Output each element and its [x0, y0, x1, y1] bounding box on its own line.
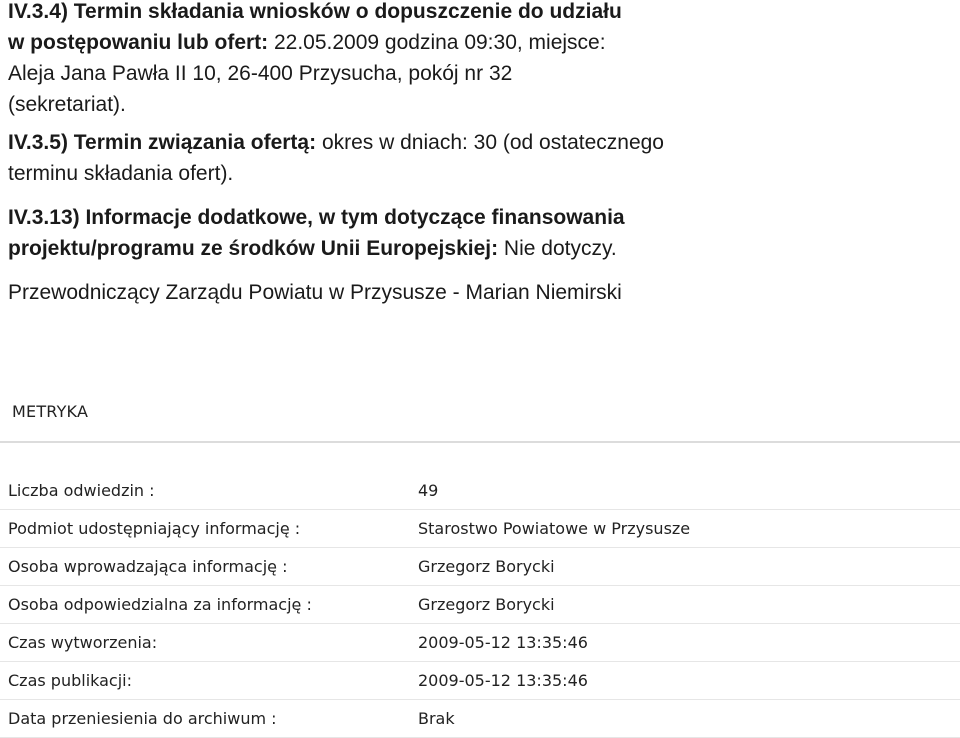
section-text: 22.05.2009 godzina 09:30, miejsce: Aleja Jana Pawła II 10, 26-400 Przysucha, pokój nr 32 (sekretariat). [8, 31, 606, 116]
row-value: Grzegorz Borycki [418, 595, 555, 614]
row-label: Czas publikacji: [8, 671, 133, 690]
metryka-title: METRYKA [12, 402, 89, 421]
section-text: Nie dotyczy. [498, 237, 617, 260]
row-value: Starostwo Powiatowe w Przysusze [418, 519, 691, 538]
table-row [0, 510, 960, 548]
table-row [0, 586, 960, 624]
table-row [0, 472, 960, 510]
row-value: 2009-05-12 13:35:46 [418, 671, 588, 690]
table-row [0, 548, 960, 586]
section-heading: IV.3.5) Termin związania ofertą: [8, 131, 317, 154]
table-row [0, 662, 960, 700]
table-row [0, 700, 960, 738]
section-iv-3-13 [8, 202, 678, 264]
row-label: Osoba wprowadzająca informację : [8, 557, 288, 576]
section-heading: IV.3.13) Informacje dodatkowe, w tym dotyczące finansowania projektu/programu ze środków Unii Europejskiej: [8, 206, 625, 260]
row-label: Liczba odwiedzin : [8, 481, 155, 500]
signature: Przewodniczący Zarządu Powiatu w Przysusze - Marian Niemirski [8, 281, 622, 304]
section-iv-3-5 [8, 127, 708, 189]
section-text: okres w dniach: 30 (od ostatecznego terminu składania ofert). [8, 131, 664, 185]
row-label: Osoba odpowiedzialna za informację : [8, 595, 312, 614]
row-value: Grzegorz Borycki [418, 557, 555, 576]
table-row [0, 624, 960, 662]
section-heading: IV.3.4) Termin składania wniosków o dopuszczenie do udziału w postępowaniu lub ofert: [8, 0, 622, 54]
divider [0, 441, 960, 443]
row-label: Data przeniesienia do archiwum : [8, 709, 277, 728]
metryka-table [0, 472, 960, 738]
row-label: Podmiot udostępniający informację : [8, 519, 301, 538]
row-value: Brak [418, 709, 455, 728]
section-iv-3-4 [8, 0, 628, 120]
row-label: Czas wytworzenia: [8, 633, 158, 652]
row-value: 2009-05-12 13:35:46 [418, 633, 588, 652]
row-value: 49 [418, 481, 439, 500]
